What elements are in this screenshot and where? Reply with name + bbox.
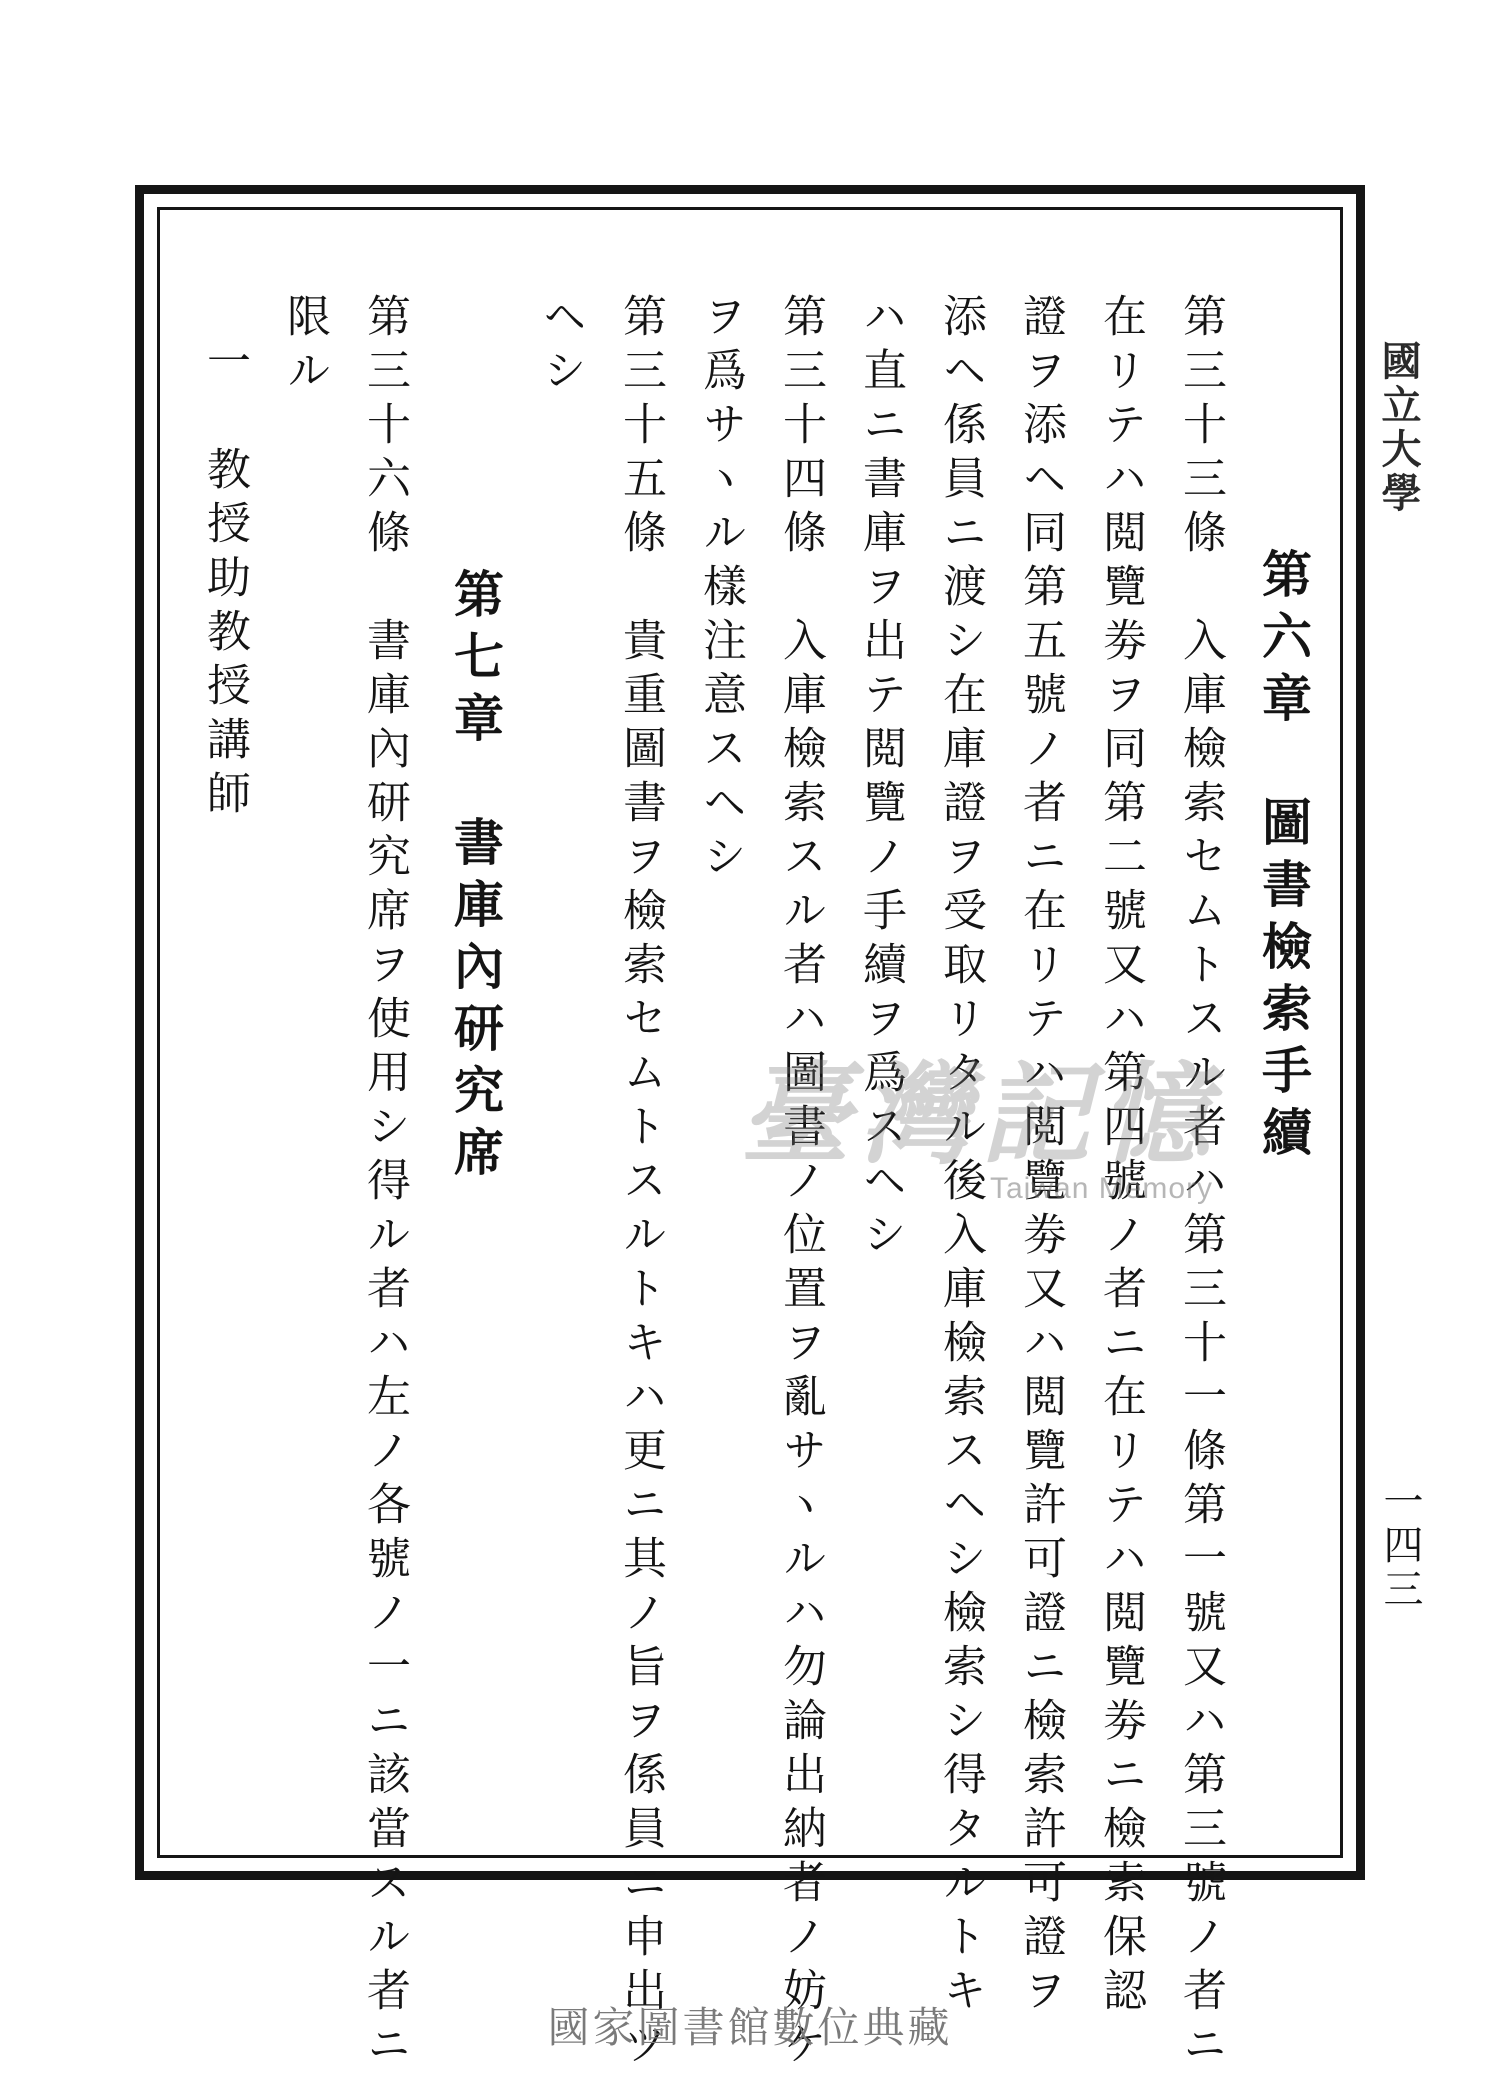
article-33-line-5: ハ直ニ書庫ヲ出テ閲覽ノ手續ヲ爲スヘシ xyxy=(855,293,906,1265)
chapter-6-heading: 第六章 圖書檢索手續 xyxy=(1254,548,1312,1168)
article-34-line-2: ヲ爲サヽル樣注意スヘシ xyxy=(695,293,746,887)
article-34-line-1: 第三十四條 入庫檢索スル者ハ圖書ノ位置ヲ亂サヽルハ勿論出納者ノ妨ケ xyxy=(775,293,826,2075)
article-33-line-4: 添ヘ係員ニ渡シ在庫證ヲ受取リタル後入庫檢索スヘシ檢索シ得タルトキ xyxy=(935,293,986,2021)
article-36-line-1: 第三十六條 書庫內研究席ヲ使用シ得ル者ハ左ノ各號ノ一ニ該當スル者ニ xyxy=(359,293,410,2075)
article-33-line-3: 證ヲ添ヘ同第五號ノ者ニ在リテハ閲覽劵又ハ閲覽許可證ニ檢索許可證ヲ xyxy=(1015,293,1066,2021)
article-33-line-2: 在リテハ閲覽劵ヲ同第二號又ハ第四號ノ者ニ在リテハ閲覽劵ニ檢索保認 xyxy=(1095,293,1146,2021)
page-number: 一四三 xyxy=(1377,1480,1423,1612)
inner-border xyxy=(157,207,1343,1858)
article-36-line-2: 限ル xyxy=(279,293,330,401)
article-36-item-1: 一 教授助教授講師 xyxy=(199,338,250,824)
running-head: 國立大學 xyxy=(1375,340,1422,516)
footer-caption: 國家圖書館數位典藏 xyxy=(547,2003,953,2052)
article-33-line-1: 第三十三條 入庫檢索セムトスル者ハ第三十一條第一號又ハ第三號ノ者ニ xyxy=(1175,293,1226,2075)
article-35-line-2: ヘシ xyxy=(535,293,586,401)
chapter-7-heading: 第七章 書庫內研究席 xyxy=(446,568,504,1188)
watermark-sub: Taiwan Memory xyxy=(990,1172,1214,1205)
article-35-line-1: 第三十五條 貴重圖書ヲ檢索セムトスルトキハ更ニ其ノ旨ヲ係員ニ申出ツ xyxy=(615,293,666,2075)
watermark-main: 臺灣記憶 xyxy=(740,1050,1220,1179)
